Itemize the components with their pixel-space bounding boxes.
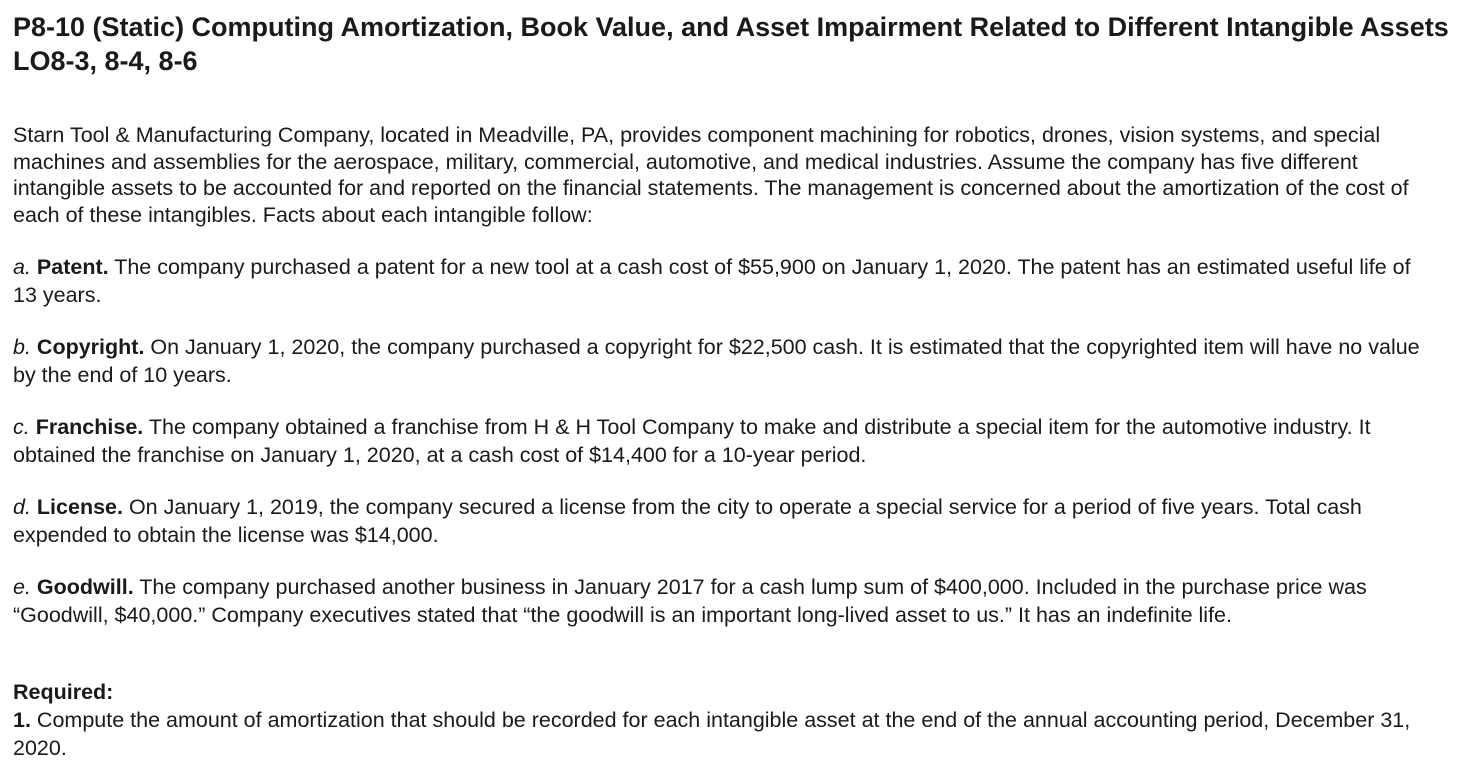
required-question xyxy=(13,706,1438,762)
intangible-item-license xyxy=(13,493,1438,549)
item-term: Copyright. xyxy=(36,335,145,359)
problem-page xyxy=(13,10,1453,760)
item-letter: b. xyxy=(13,335,31,359)
item-term: Goodwill. xyxy=(36,575,134,599)
problem-title: P8-10 (Static) Computing Amortization, Book Value, and Asset Impairment Related to Different Intangible Assets LO8-3, 8-4, 8-6 xyxy=(13,12,1449,76)
item-text: On January 1, 2019, the company secured a license from the city to operate a special service for a period of five years. Total cash expended to obtain the license was $14,000. xyxy=(13,495,1362,547)
item-term: Franchise. xyxy=(35,415,144,439)
question-number: 1. xyxy=(13,708,31,732)
intangible-item-goodwill xyxy=(13,573,1438,629)
item-text: The company purchased another business in January 2017 for a cash lump sum of $400,000. Included in the purchase price was “Goodwill, $40,000.” Company executives stated that “the goodwill is an important long-lived asset to us.” It has an indefinite life. xyxy=(13,575,1367,627)
item-text: The company purchased a patent for a new tool at a cash cost of $55,900 on January 1, 2020. The patent has an estimated useful life of 13 years. xyxy=(13,255,1411,307)
required-section xyxy=(13,678,1438,762)
intangible-item-franchise xyxy=(13,413,1438,469)
item-term: Patent. xyxy=(36,255,109,279)
required-heading: Required: xyxy=(13,680,114,704)
intangible-item-copyright xyxy=(13,333,1438,389)
item-text: The company obtained a franchise from H & H Tool Company to make and distribute a special item for the automotive industry. It obtained the franchise on January 1, 2020, at a cash cost of $14,400 for a 10-year period. xyxy=(13,415,1371,467)
item-letter: d. xyxy=(13,495,31,519)
item-letter: e. xyxy=(13,575,31,599)
intro-paragraph: Starn Tool & Manufacturing Company, located in Meadville, PA, provides component machining for robotics, drones, vision systems, and special machines and assemblies for the aerospace, military, commercial, automotive, and medical industries. Assume the company has five different intangible assets to be accounted for and reported on the financial statements. The management is concerned about the amortization of the cost of each of these intangibles. Facts about each intangible follow: xyxy=(13,123,1409,227)
item-text: On January 1, 2020, the company purchased a copyright for $22,500 cash. It is estimated that the copyrighted item will have no value by the end of 10 years. xyxy=(13,335,1420,387)
item-term: License. xyxy=(36,495,123,519)
question-text: Compute the amount of amortization that should be recorded for each intangible asset at the end of the annual accounting period, December 31, 2020. xyxy=(13,708,1411,760)
item-letter: c. xyxy=(13,415,30,439)
item-letter: a. xyxy=(13,255,31,279)
intangible-item-patent xyxy=(13,253,1438,309)
